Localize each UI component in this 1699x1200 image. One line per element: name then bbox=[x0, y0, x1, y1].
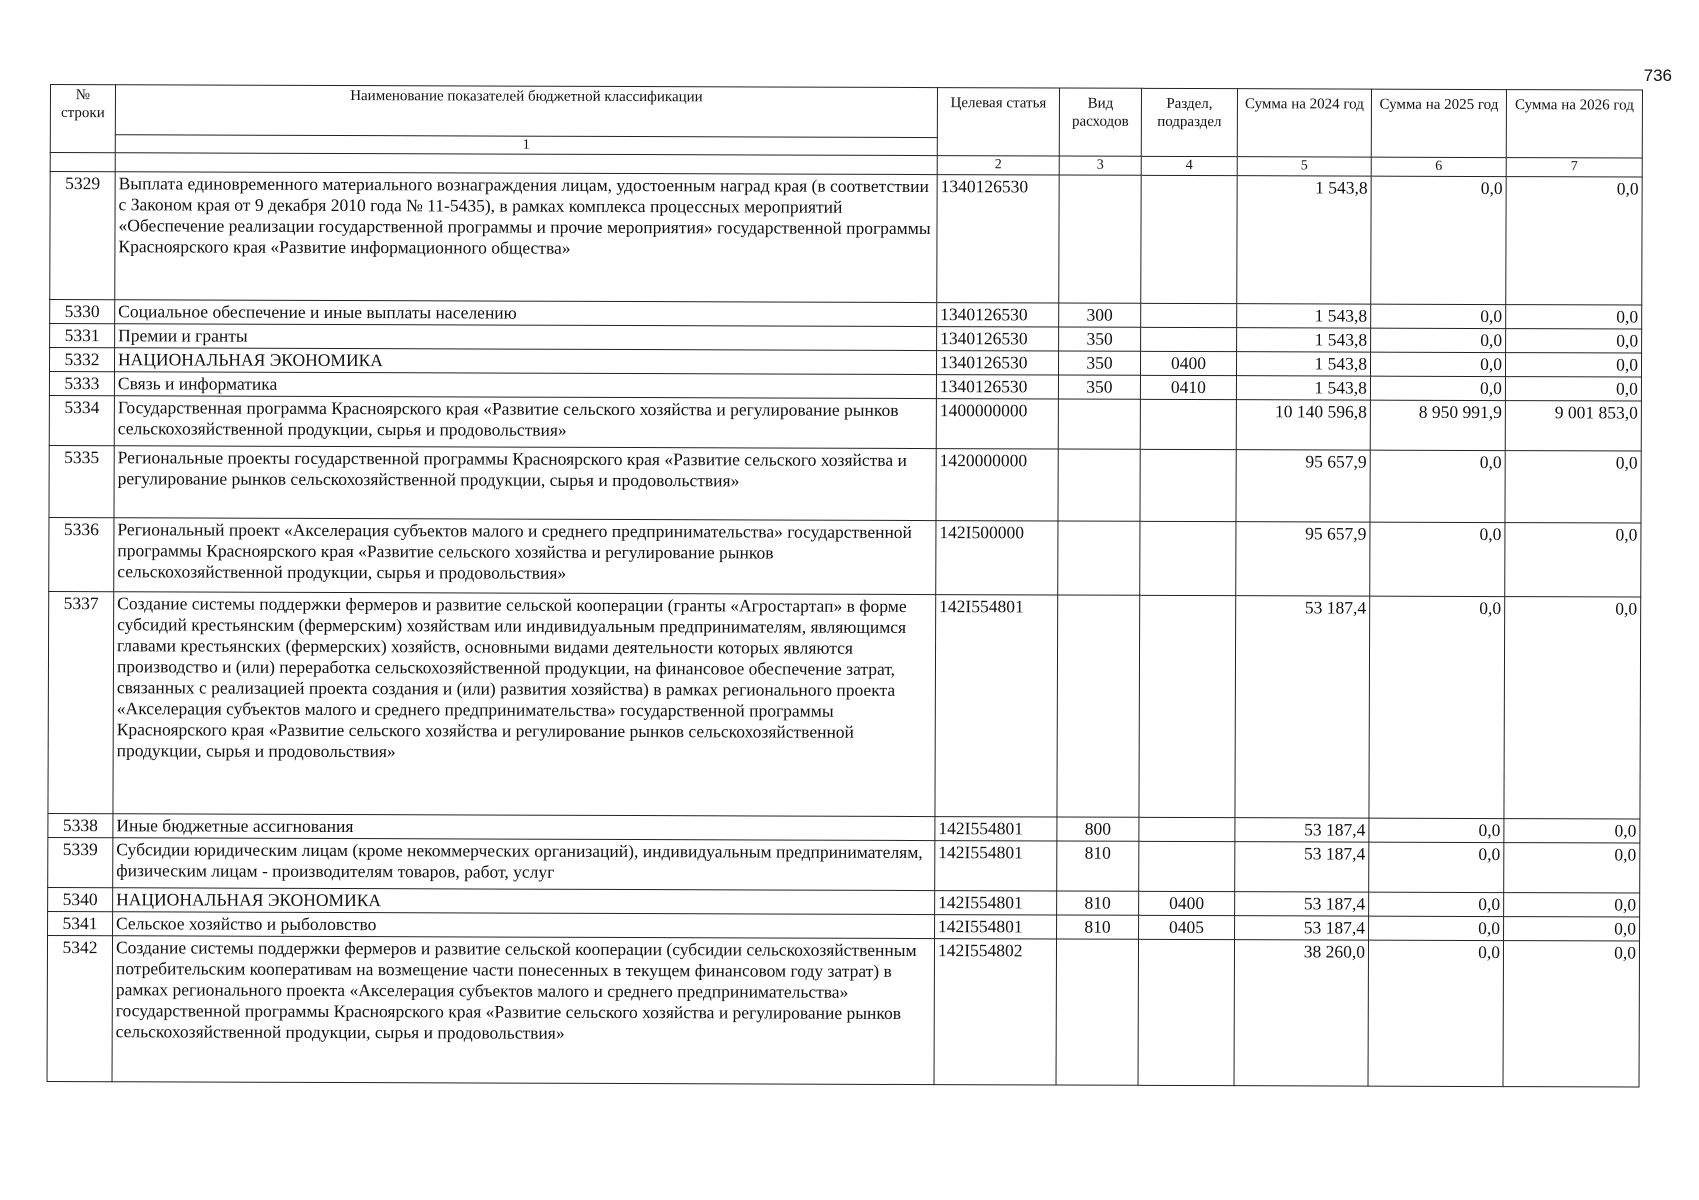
row-sum-2024: 10 140 596,8 bbox=[1236, 399, 1370, 449]
row-sum-2025: 0,0 bbox=[1370, 376, 1505, 400]
row-expense-type bbox=[1058, 449, 1140, 521]
row-section: 0410 bbox=[1140, 375, 1236, 399]
row-sum-2025: 0,0 bbox=[1369, 818, 1504, 842]
row-name: НАЦИОНАЛЬНАЯ ЭКОНОМИКА bbox=[113, 888, 935, 915]
row-name: Связь и информатика bbox=[114, 372, 936, 399]
row-sum-2026: 0,0 bbox=[1504, 818, 1640, 842]
row-sum-2024: 53 187,4 bbox=[1235, 595, 1370, 817]
row-number: 5334 bbox=[49, 395, 114, 445]
row-sum-2025: 0,0 bbox=[1371, 328, 1506, 352]
row-target-code: 142I500000 bbox=[936, 520, 1058, 594]
table-header-row bbox=[50, 85, 1642, 141]
row-expense-type bbox=[1059, 175, 1141, 303]
row-target-code: 1420000000 bbox=[936, 448, 1058, 520]
row-sum-2024: 95 657,9 bbox=[1236, 521, 1370, 595]
row-sum-2026: 0,0 bbox=[1506, 176, 1642, 304]
row-name: НАЦИОНАЛЬНАЯ ЭКОНОМИКА bbox=[114, 348, 936, 375]
row-sum-2026: 9 001 853,0 bbox=[1505, 400, 1641, 450]
column-number-2: 2 bbox=[937, 156, 1059, 175]
row-name: Региональные проекты государственной программы Красноярского края «Развитие сельского хозяйства и регулирование рынков сельскохозяйственной продукции, сырья и продовольствия» bbox=[114, 446, 936, 521]
row-sum-2026: 0,0 bbox=[1504, 892, 1640, 916]
row-sum-2025: 0,0 bbox=[1369, 842, 1504, 892]
table-row bbox=[49, 445, 1641, 523]
row-number: 5339 bbox=[48, 837, 113, 887]
row-section bbox=[1139, 841, 1235, 891]
row-number: 5340 bbox=[48, 887, 113, 911]
row-target-code: 142I554801 bbox=[935, 840, 1057, 890]
header-row-number: № строки bbox=[50, 85, 115, 154]
row-sum-2024: 53 187,4 bbox=[1235, 817, 1369, 841]
column-number-4: 4 bbox=[1141, 157, 1237, 176]
row-expense-type bbox=[1058, 399, 1140, 449]
row-section: 0405 bbox=[1139, 915, 1235, 939]
row-sum-2026: 0,0 bbox=[1506, 328, 1642, 352]
row-number: 5341 bbox=[48, 911, 113, 935]
column-number-6: 6 bbox=[1371, 158, 1506, 177]
row-sum-2026: 0,0 bbox=[1506, 304, 1642, 328]
row-section bbox=[1141, 303, 1237, 327]
table-row bbox=[50, 171, 1642, 305]
row-name: Государственная программа Красноярского края «Развитие сельского хозяйства и регулирование рынков сельскохозяйственной продукции, сырья и продовольствия» bbox=[114, 396, 936, 449]
page-number: 736 bbox=[1643, 66, 1672, 85]
row-sum-2026: 0,0 bbox=[1505, 522, 1641, 596]
row-name: Выплата единовременного материального вознаграждения лицам, удостоенным наград края (в соответствии с Законом края от 9 декабря 2010 года № 11-5435), в рамках комплекса процессных мероприятий «Обеспечение реализации государственной программы и прочие мероприятия» государственной программы Красноярского края «Развитие информационного общества» bbox=[115, 172, 937, 303]
row-name: Создание системы поддержки фермеров и развитие сельской кооперации (субсидии сельскохозяйственным потребительским кооперативам на возмещение части понесенных в текущем финансовом году затрат) в рамках регионального проекта «Акселерация субъектов малого и среднего предпринимательства» государственной программы Красноярского края «Развитие сельского хозяйства и регулирование рынков сельскохозяйственной продукции, сырья и продовольствия» bbox=[112, 936, 935, 1085]
row-name: Премии и гранты bbox=[115, 324, 937, 351]
row-target-code: 1340126530 bbox=[936, 350, 1058, 374]
row-sum-2024: 95 657,9 bbox=[1236, 449, 1370, 521]
row-name: Иные бюджетные ассигнования bbox=[113, 814, 935, 841]
row-sum-2025: 0,0 bbox=[1369, 596, 1505, 818]
row-target-code: 1340126530 bbox=[937, 174, 1059, 302]
row-expense-type bbox=[1056, 939, 1139, 1085]
header-target-article: Целевая статья bbox=[937, 88, 1059, 157]
row-sum-2024: 38 260,0 bbox=[1234, 939, 1369, 1085]
budget-table bbox=[47, 84, 1643, 1087]
row-sum-2025: 8 950 991,9 bbox=[1370, 400, 1505, 450]
row-name: Социальное обеспечение и иные выплаты населению bbox=[115, 300, 937, 327]
row-number: 5342 bbox=[47, 935, 113, 1081]
row-sum-2024: 1 543,8 bbox=[1237, 327, 1371, 351]
row-number: 5332 bbox=[49, 347, 114, 371]
row-sum-2024: 1 543,8 bbox=[1237, 175, 1371, 303]
row-section bbox=[1140, 521, 1236, 595]
row-sum-2025: 0,0 bbox=[1370, 352, 1505, 376]
row-section bbox=[1139, 595, 1236, 817]
row-name: Субсидии юридическим лицам (кроме некоммерческих организаций), индивидуальным предпринимателям, физическим лицам - производителям товаров, работ, услуг bbox=[113, 838, 935, 891]
row-number: 5336 bbox=[49, 517, 114, 591]
row-sum-2025: 0,0 bbox=[1370, 522, 1505, 596]
row-expense-type: 350 bbox=[1058, 351, 1140, 375]
table-row bbox=[49, 517, 1641, 597]
row-expense-type: 810 bbox=[1057, 841, 1139, 891]
column-number-5: 5 bbox=[1237, 157, 1371, 176]
row-sum-2026: 0,0 bbox=[1505, 376, 1641, 400]
row-sum-2026: 0,0 bbox=[1505, 450, 1641, 522]
table-row bbox=[49, 395, 1641, 451]
row-sum-2024: 53 187,4 bbox=[1235, 915, 1369, 939]
row-target-code: 1340126530 bbox=[937, 326, 1059, 350]
row-name: Создание системы поддержки фермеров и развитие сельской кооперации (гранты «Агростартап» в форме субсидий крестьянским (фермерским) хозяйствам или индивидуальным предпринимателям, являющимся главами крестьянских (фермерских) хозяйств, основными видами деятельности которых являются производство и (или) переработка сельскохозяйственной продукции, на финансовое обеспечение затрат, связанных с реализацией проекта создания и (или) развития хозяйства) в рамках регионального проекта «Акселерация субъектов малого и среднего предпринимательства» государственной программы Красноярского края «Развитие сельского хозяйства и регулирование рынков сельскохозяйственной продукции, сырья и продовольствия» bbox=[113, 592, 936, 817]
row-target-code: 1340126530 bbox=[937, 302, 1059, 326]
row-target-code: 1340126530 bbox=[936, 374, 1058, 398]
row-sum-2025: 0,0 bbox=[1369, 916, 1504, 940]
row-sum-2025: 0,0 bbox=[1370, 450, 1505, 522]
header-name: Наименование показателей бюджетной классификации bbox=[115, 85, 937, 138]
row-section bbox=[1140, 449, 1236, 521]
row-section bbox=[1138, 939, 1235, 1085]
row-expense-type bbox=[1057, 595, 1140, 817]
row-sum-2026: 0,0 bbox=[1504, 916, 1640, 940]
row-target-code: 1400000000 bbox=[936, 398, 1058, 448]
table-row bbox=[48, 837, 1640, 893]
row-sum-2024: 1 543,8 bbox=[1237, 303, 1371, 327]
row-number: 5335 bbox=[49, 445, 114, 517]
row-sum-2025: 0,0 bbox=[1371, 176, 1506, 304]
row-target-code: 142I554801 bbox=[935, 816, 1057, 840]
row-section bbox=[1141, 175, 1237, 303]
header-sum-2025: Сумма на 2025 год bbox=[1371, 89, 1506, 158]
header-sum-2024: Сумма на 2024 год bbox=[1237, 89, 1371, 158]
budget-sheet bbox=[47, 84, 1642, 1087]
row-section: 0400 bbox=[1139, 891, 1235, 915]
row-expense-type: 800 bbox=[1057, 817, 1139, 841]
row-expense-type: 810 bbox=[1057, 891, 1139, 915]
row-number: 5337 bbox=[48, 591, 114, 813]
row-target-code: 142I554801 bbox=[935, 594, 1058, 816]
column-number-1: 1 bbox=[115, 135, 937, 156]
row-target-code: 142I554802 bbox=[934, 938, 1057, 1084]
header-section: Раздел, подраздел bbox=[1141, 88, 1237, 157]
row-name: Сельское хозяйство и рыболовство bbox=[113, 912, 935, 939]
row-expense-type: 350 bbox=[1058, 375, 1140, 399]
row-sum-2024: 1 543,8 bbox=[1236, 375, 1370, 399]
row-sum-2026: 0,0 bbox=[1503, 940, 1640, 1086]
row-target-code: 142I554801 bbox=[935, 890, 1057, 914]
row-sum-2026: 0,0 bbox=[1505, 352, 1641, 376]
header-expense-type: Вид расходов bbox=[1059, 88, 1141, 157]
row-sum-2025: 0,0 bbox=[1368, 940, 1504, 1086]
column-number-3: 3 bbox=[1059, 156, 1141, 175]
row-sum-2024: 53 187,4 bbox=[1235, 841, 1369, 891]
row-expense-type: 350 bbox=[1059, 327, 1141, 351]
row-sum-2026: 0,0 bbox=[1504, 842, 1640, 892]
row-section bbox=[1140, 399, 1236, 449]
table-row bbox=[48, 591, 1641, 819]
row-sum-2026: 0,0 bbox=[1504, 596, 1641, 818]
row-sum-2025: 0,0 bbox=[1369, 892, 1504, 916]
row-number: 5331 bbox=[50, 323, 115, 347]
header-sum-2026: Сумма на 2026 год bbox=[1506, 90, 1642, 159]
row-sum-2025: 0,0 bbox=[1371, 304, 1506, 328]
row-expense-type bbox=[1058, 521, 1140, 595]
row-number: 5333 bbox=[49, 371, 114, 395]
table-row bbox=[47, 935, 1640, 1087]
row-number: 5330 bbox=[50, 299, 115, 323]
row-expense-type: 300 bbox=[1059, 303, 1141, 327]
row-sum-2024: 53 187,4 bbox=[1235, 891, 1369, 915]
row-section bbox=[1139, 817, 1235, 841]
row-name: Региональный проект «Акселерация субъектов малого и среднего предпринимательства» государственной программы Красноярского края «Развитие сельского хозяйства и регулирование рынков сельскохозяйственной продукции, сырья и продовольствия» bbox=[114, 518, 936, 595]
column-number-7: 7 bbox=[1506, 158, 1642, 177]
row-section bbox=[1141, 327, 1237, 351]
row-expense-type: 810 bbox=[1057, 915, 1139, 939]
row-number: 5329 bbox=[50, 171, 115, 299]
row-target-code: 142I554801 bbox=[935, 914, 1057, 938]
row-sum-2024: 1 543,8 bbox=[1236, 351, 1370, 375]
row-number: 5338 bbox=[48, 813, 113, 837]
row-section: 0400 bbox=[1140, 351, 1236, 375]
